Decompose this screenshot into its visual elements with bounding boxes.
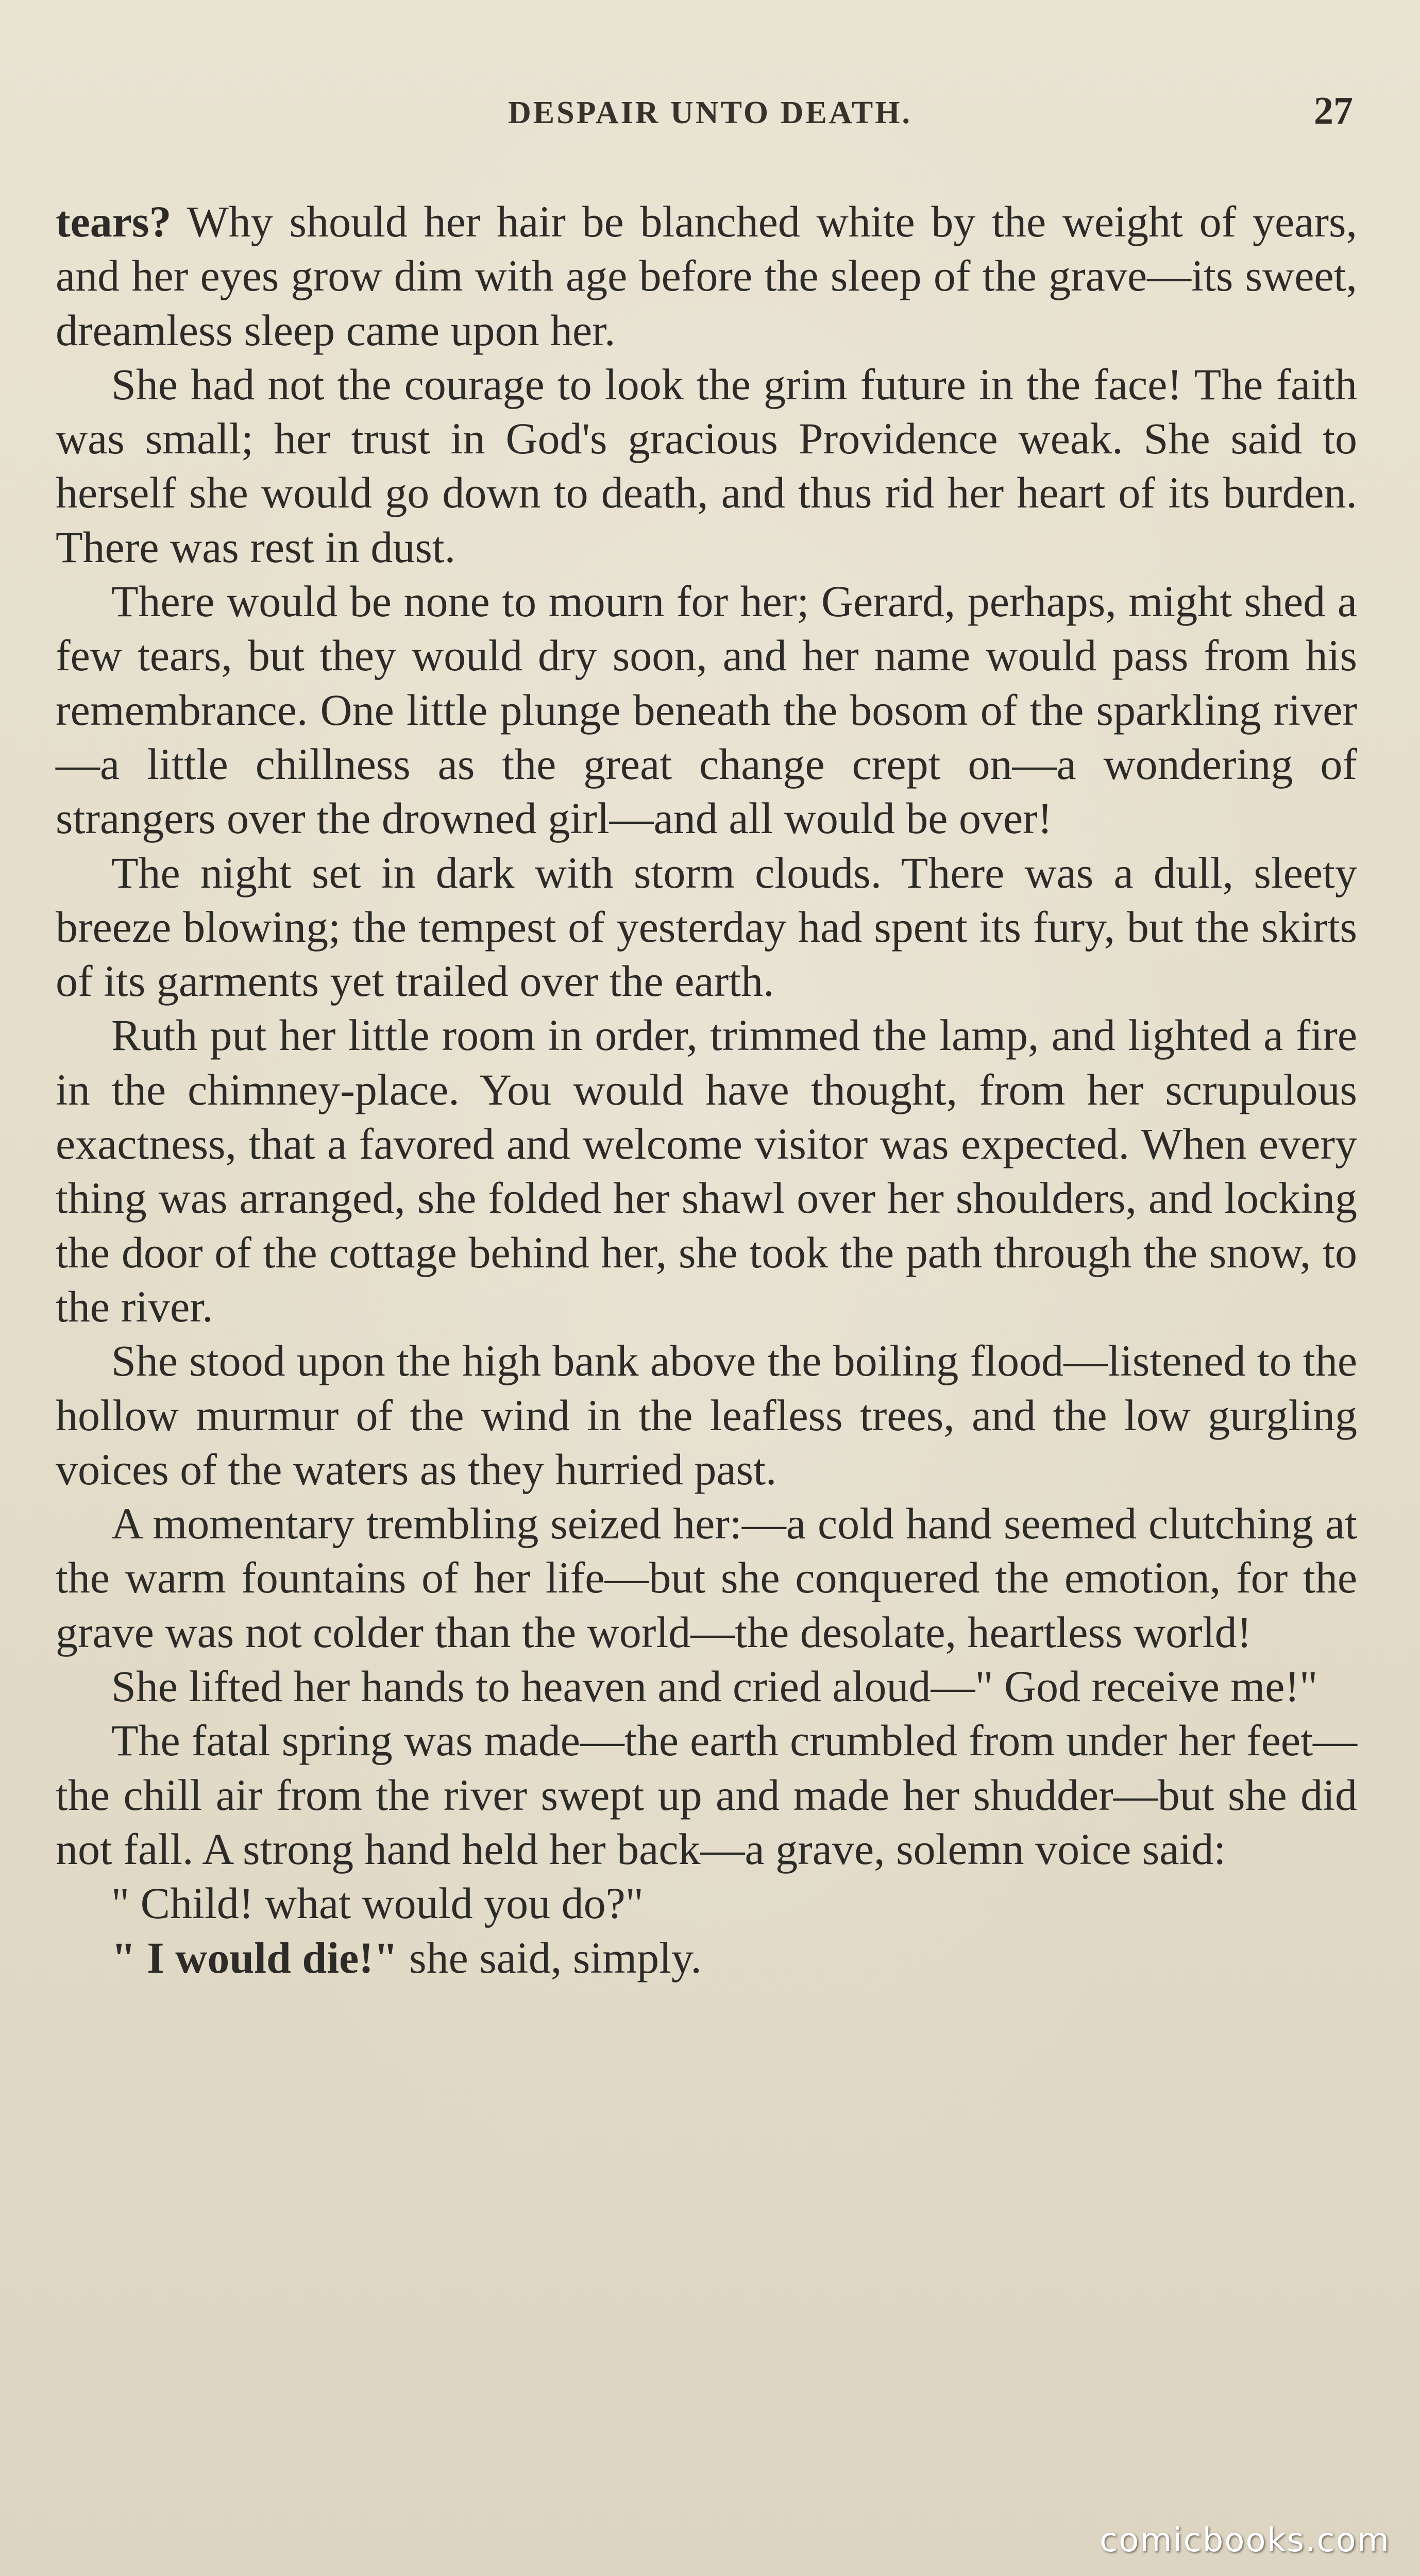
paragraph: She had not the courage to look the grim future in the face! The faith was small; her trust in God's gracious Providence weak. She said to herself she would go down to death, and thus rid her heart of its burden. There was rest in dust. <box>56 359 1357 572</box>
dialog-line: " Child! what would you do?" <box>111 1878 644 1928</box>
running-head: DESPAIR UNTO DEATH. <box>508 95 912 130</box>
dialog-attribution: she said, simply. <box>398 1933 702 1982</box>
paragraph-lead: tears? <box>56 197 172 246</box>
paragraph: The fatal spring was made—the earth crumbled from under her feet—the chill air from the river swept up and made her shudder—but she did not fall. A strong hand held her back—a grave, solemn voice said: <box>56 1716 1357 1874</box>
dialog-line <box>56 1931 1357 1985</box>
dialog-quote: " I would die!" <box>111 1933 398 1982</box>
paragraph: Ruth put her little room in order, trimmed the lamp, and lighted a fire in the chimney-place. You would have thought, from her scrupulous exactness, that a favored and welcome visitor was expected. When every thing was arranged, she folded her shawl over her shoulders, and locking the door of the cottage behind her, she took the path through the snow, to the river. <box>56 1010 1357 1331</box>
paragraph <box>56 195 1357 358</box>
body-text <box>56 195 1357 1985</box>
paragraph: She lifted her hands to heaven and cried aloud—" God receive me!" <box>111 1662 1318 1711</box>
paragraph-text: Why should her hair be blanched white by the weight of years, and her eyes grow dim with age before the sleep of the grave—its sweet, dreamless sleep came upon her. <box>56 197 1357 355</box>
page-header <box>0 89 1420 150</box>
paragraph: There would be none to mourn for her; Gerard, perhaps, might shed a few tears, but they would dry soon, and her name would pass from his remembrance. One little plunge beneath the bosom of the sparkling river—a little chillness as the great change crept on—a wondering of strangers over the drowned girl—and all would be over! <box>56 577 1357 843</box>
paragraph: She stood upon the high bank above the boiling flood—listened to the hollow murmur of the wind in the leafless trees, and the low gurgling voices of the waters as they hurried past. <box>56 1336 1357 1494</box>
page-number: 27 <box>1314 89 1353 132</box>
paragraph: The night set in dark with storm clouds. There was a dull, sleety breeze blowing; the tempest of yesterday had spent its fury, but the skirts of its garments yet trailed over the earth. <box>56 848 1357 1006</box>
paragraph: A momentary trembling seized her:—a cold hand seemed clutching at the warm fountains of her life—but she conquered the emotion, for the grave was not colder than the world—the desolate, heartless world! <box>56 1499 1357 1657</box>
watermark: comicbooks.com <box>1099 2521 1390 2560</box>
